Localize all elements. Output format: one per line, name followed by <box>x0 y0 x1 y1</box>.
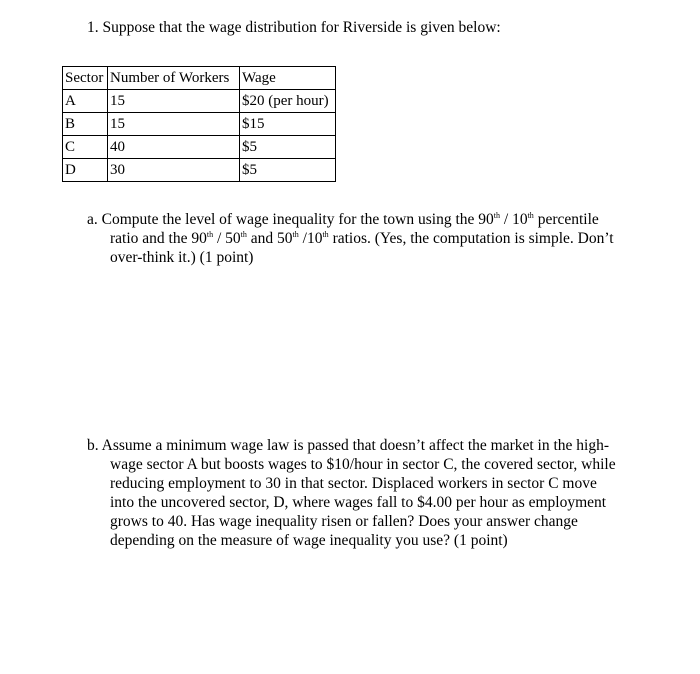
text-segment: ratio and the 90 <box>110 230 207 247</box>
superscript-th: th <box>527 211 534 220</box>
part-a-line-2 <box>87 229 639 248</box>
cell-workers: 30 <box>108 159 240 182</box>
text-segment: a. Compute the level of wage inequality for the town using the 90 <box>87 211 494 228</box>
cell-workers: 15 <box>108 113 240 136</box>
part-a-question <box>87 210 639 267</box>
table-row <box>63 159 336 182</box>
superscript-th: th <box>206 230 214 239</box>
table-row <box>63 113 336 136</box>
question-1-prompt: 1. Suppose that the wage distribution for Riverside is given below: <box>87 19 501 36</box>
cell-sector: C <box>63 136 108 159</box>
part-a-line-1 <box>87 210 639 229</box>
part-b-line-6: depending on the measure of wage inequality you use? (1 point) <box>110 532 508 549</box>
table-row <box>63 136 336 159</box>
part-b-line-2: wage sector A but boosts wages to $10/hour in sector C, the covered sector, while <box>110 456 616 473</box>
text-segment: and 50 <box>246 230 293 247</box>
superscript-th: th <box>292 230 299 239</box>
text-segment: percentile <box>533 211 599 228</box>
superscript-th: th <box>322 230 329 239</box>
cell-sector: A <box>63 90 108 113</box>
superscript-th: th <box>493 211 501 220</box>
part-b-line-3: reducing employment to 30 in that sector. Displaced workers in sector C move <box>110 475 597 492</box>
cell-workers: 15 <box>108 90 240 113</box>
text-segment: / 10 <box>500 211 528 228</box>
part-a-line-3: over-think it.) (1 point) <box>110 249 254 266</box>
cell-sector: D <box>63 159 108 182</box>
wage-distribution-table <box>62 66 336 182</box>
cell-wage: $15 <box>240 113 336 136</box>
text-segment: / 50 <box>213 230 241 247</box>
cell-wage: $5 <box>240 136 336 159</box>
cell-wage: $5 <box>240 159 336 182</box>
table-header-row <box>63 67 336 90</box>
header-wage: Wage <box>240 67 336 90</box>
part-b-line-5: grows to 40. Has wage inequality risen or fallen? Does your answer change <box>110 513 578 530</box>
part-b-line-1: b. Assume a minimum wage law is passed that doesn’t affect the market in the high- <box>87 437 610 454</box>
superscript-th: th <box>240 230 247 239</box>
text-segment: ratios. (Yes, the computation is simple. Don’t <box>328 230 614 247</box>
table-row <box>63 90 336 113</box>
cell-workers: 40 <box>108 136 240 159</box>
part-b-question <box>87 436 639 550</box>
header-number-of-workers: Number of Workers <box>108 67 240 90</box>
cell-sector: B <box>63 113 108 136</box>
header-sector: Sector <box>63 67 108 90</box>
part-b-line-4: into the uncovered sector, D, where wages fall to $4.00 per hour as employment <box>110 494 607 511</box>
cell-wage: $20 (per hour) <box>240 90 336 113</box>
text-segment: /10 <box>298 230 323 247</box>
